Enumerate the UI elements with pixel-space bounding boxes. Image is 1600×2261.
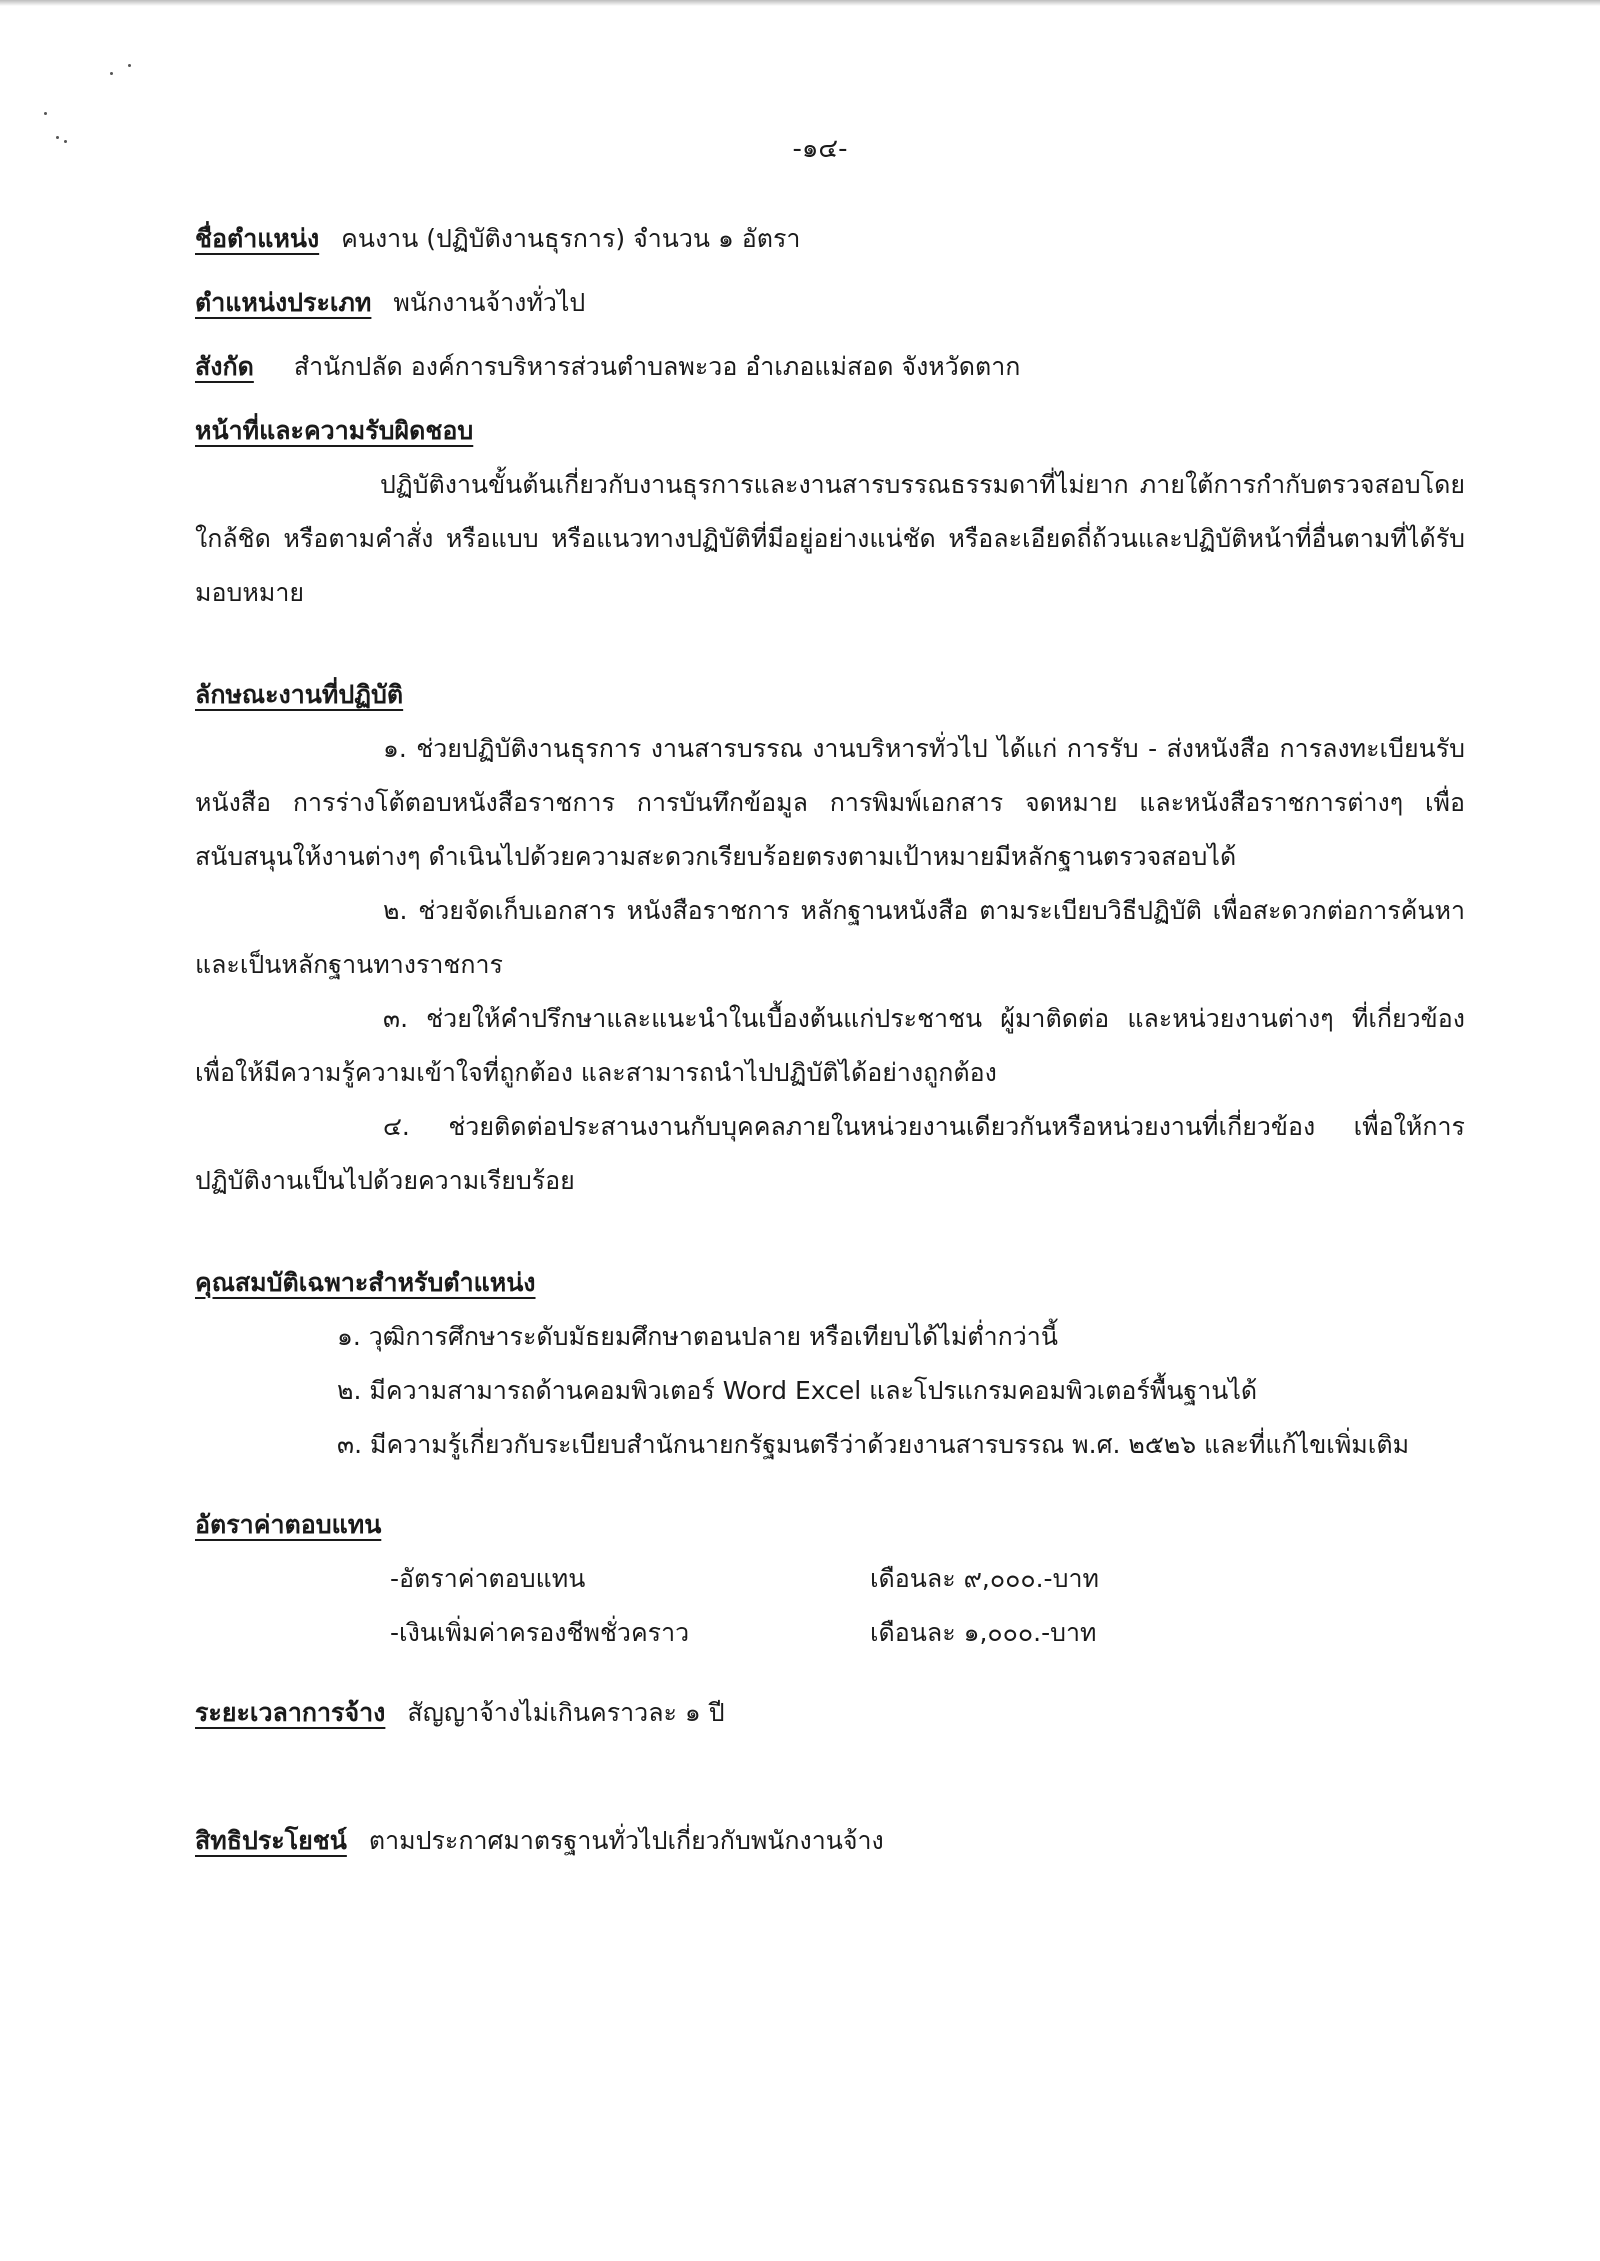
document-body — [195, 212, 1465, 1868]
work-item: ๓. ช่วยให้คำปรึกษาและแนะนำในเบื้องต้นแก่ประชาชน ผู้มาติดต่อ และหน่วยงานต่างๆ ที่เกี่ยวข้อง เพื่อให้มีความรู้ความเข้าใจที่ถูกต้อง และสามารถนำไปปฏิบัติได้อย่างถูกต้อง — [195, 1004, 1465, 1087]
position-type-label: ตำแหน่งประเภท — [195, 288, 372, 317]
compensation-amount: เดือนละ ๑,๐๐๐.-บาท — [870, 1618, 1097, 1647]
compensation-row — [195, 1606, 1465, 1660]
work-item: ๒. ช่วยจัดเก็บเอกสาร หนังสือราชการ หลักฐานหนังสือ ตามระเบียบวิธีปฏิบัติ เพื่อสะดวกต่อการค้นหา และเป็นหลักฐานทางราชการ — [195, 896, 1465, 979]
benefits-label: สิทธิประโยชน์ — [195, 1826, 347, 1855]
contract-label: ระยะเวลาการจ้าง — [195, 1698, 386, 1727]
compensation-row — [195, 1552, 1465, 1606]
qualification-item: ๓. มีความรู้เกี่ยวกับระเบียบสำนักนายกรัฐมนตรีว่าด้วยงานสารบรรณ พ.ศ. ๒๕๒๖ และที่แก้ไขเพิ่มเติม — [337, 1430, 1410, 1459]
scan-speck — [128, 64, 131, 67]
compensation-heading: อัตราค่าตอบแทน — [195, 1510, 382, 1539]
scan-speck — [110, 72, 113, 75]
work-heading: ลักษณะงานที่ปฏิบัติ — [195, 680, 404, 709]
compensation-label: -อัตราค่าตอบแทน — [390, 1564, 586, 1593]
position-type-value: พนักงานจ้างทั่วไป — [393, 288, 586, 317]
scan-edge — [0, 0, 1600, 6]
duties-text: ปฏิบัติงานขั้นต้นเกี่ยวกับงานธุรการและงานสารบรรณธรรมดาที่ไม่ยาก ภายใต้การกำกับตรวจสอบโดยใกล้ชิด หรือตามคำสั่ง หรือแบบ หรือแนวทางปฏิบัติที่มีอยู่อย่างแน่ชัด หรือละเอียดถี่ถ้วนและปฏิบัติหน้าที่อื่นตามที่ได้รับมอบหมาย — [195, 470, 1465, 607]
position-row — [195, 212, 1465, 266]
scan-speck — [44, 112, 47, 115]
position-value: คนงาน (ปฏิบัติงานธุรการ) จำนวน ๑ อัตรา — [341, 224, 801, 253]
affiliation-row — [195, 340, 1465, 394]
duties-heading: หน้าที่และความรับผิดชอบ — [195, 416, 474, 445]
page-number: -๑๔- — [792, 134, 848, 164]
work-item: ๔. ช่วยติดต่อประสานงานกับบุคคลภายในหน่วยงานเดียวกันหรือหน่วยงานที่เกี่ยวข้อง เพื่อให้การปฏิบัติงานเป็นไปด้วยความเรียบร้อย — [195, 1112, 1465, 1195]
work-item: ๑. ช่วยปฏิบัติงานธุรการ งานสารบรรณ งานบริหารทั่วไป ได้แก่ การรับ - ส่งหนังสือ การลงทะเบียนรับหนังสือ การร่างโต้ตอบหนังสือราชการ การบันทึกข้อมูล การพิมพ์เอกสาร จดหมาย และหนังสือราชการต่างๆ เพื่อสนับสนุนให้งานต่างๆ ดำเนินไปด้วยความสะดวกเรียบร้อยตรงตามเป้าหมายมีหลักฐานตรวจสอบได้ — [195, 734, 1465, 871]
qualification-item: ๑. วุฒิการศึกษาระดับมัธยมศึกษาตอนปลาย หรือเทียบได้ไม่ต่ำกว่านี้ — [337, 1322, 1058, 1351]
position-type-row — [195, 276, 1465, 330]
position-label: ชื่อตำแหน่ง — [195, 224, 320, 253]
qualification-item: ๒. มีความสามารถด้านคอมพิวเตอร์ Word Excel และโปรแกรมคอมพิวเตอร์พื้นฐานได้ — [337, 1376, 1258, 1405]
qualifications-heading: คุณสมบัติเฉพาะสำหรับตำแหน่ง — [195, 1268, 536, 1297]
compensation-amount: เดือนละ ๙,๐๐๐.-บาท — [870, 1564, 1099, 1593]
affiliation-value: สำนักปลัด องค์การบริหารส่วนตำบลพะวอ อำเภอแม่สอด จังหวัดตาก — [293, 352, 1021, 381]
benefits-row — [195, 1814, 1465, 1868]
benefits-value: ตามประกาศมาตรฐานทั่วไปเกี่ยวกับพนักงานจ้าง — [368, 1826, 884, 1855]
compensation-label: -เงินเพิ่มค่าครองชีพชั่วคราว — [390, 1618, 690, 1647]
affiliation-label: สังกัด — [195, 352, 254, 381]
contract-row — [195, 1686, 1465, 1740]
contract-value: สัญญาจ้างไม่เกินคราวละ ๑ ปี — [407, 1698, 725, 1727]
